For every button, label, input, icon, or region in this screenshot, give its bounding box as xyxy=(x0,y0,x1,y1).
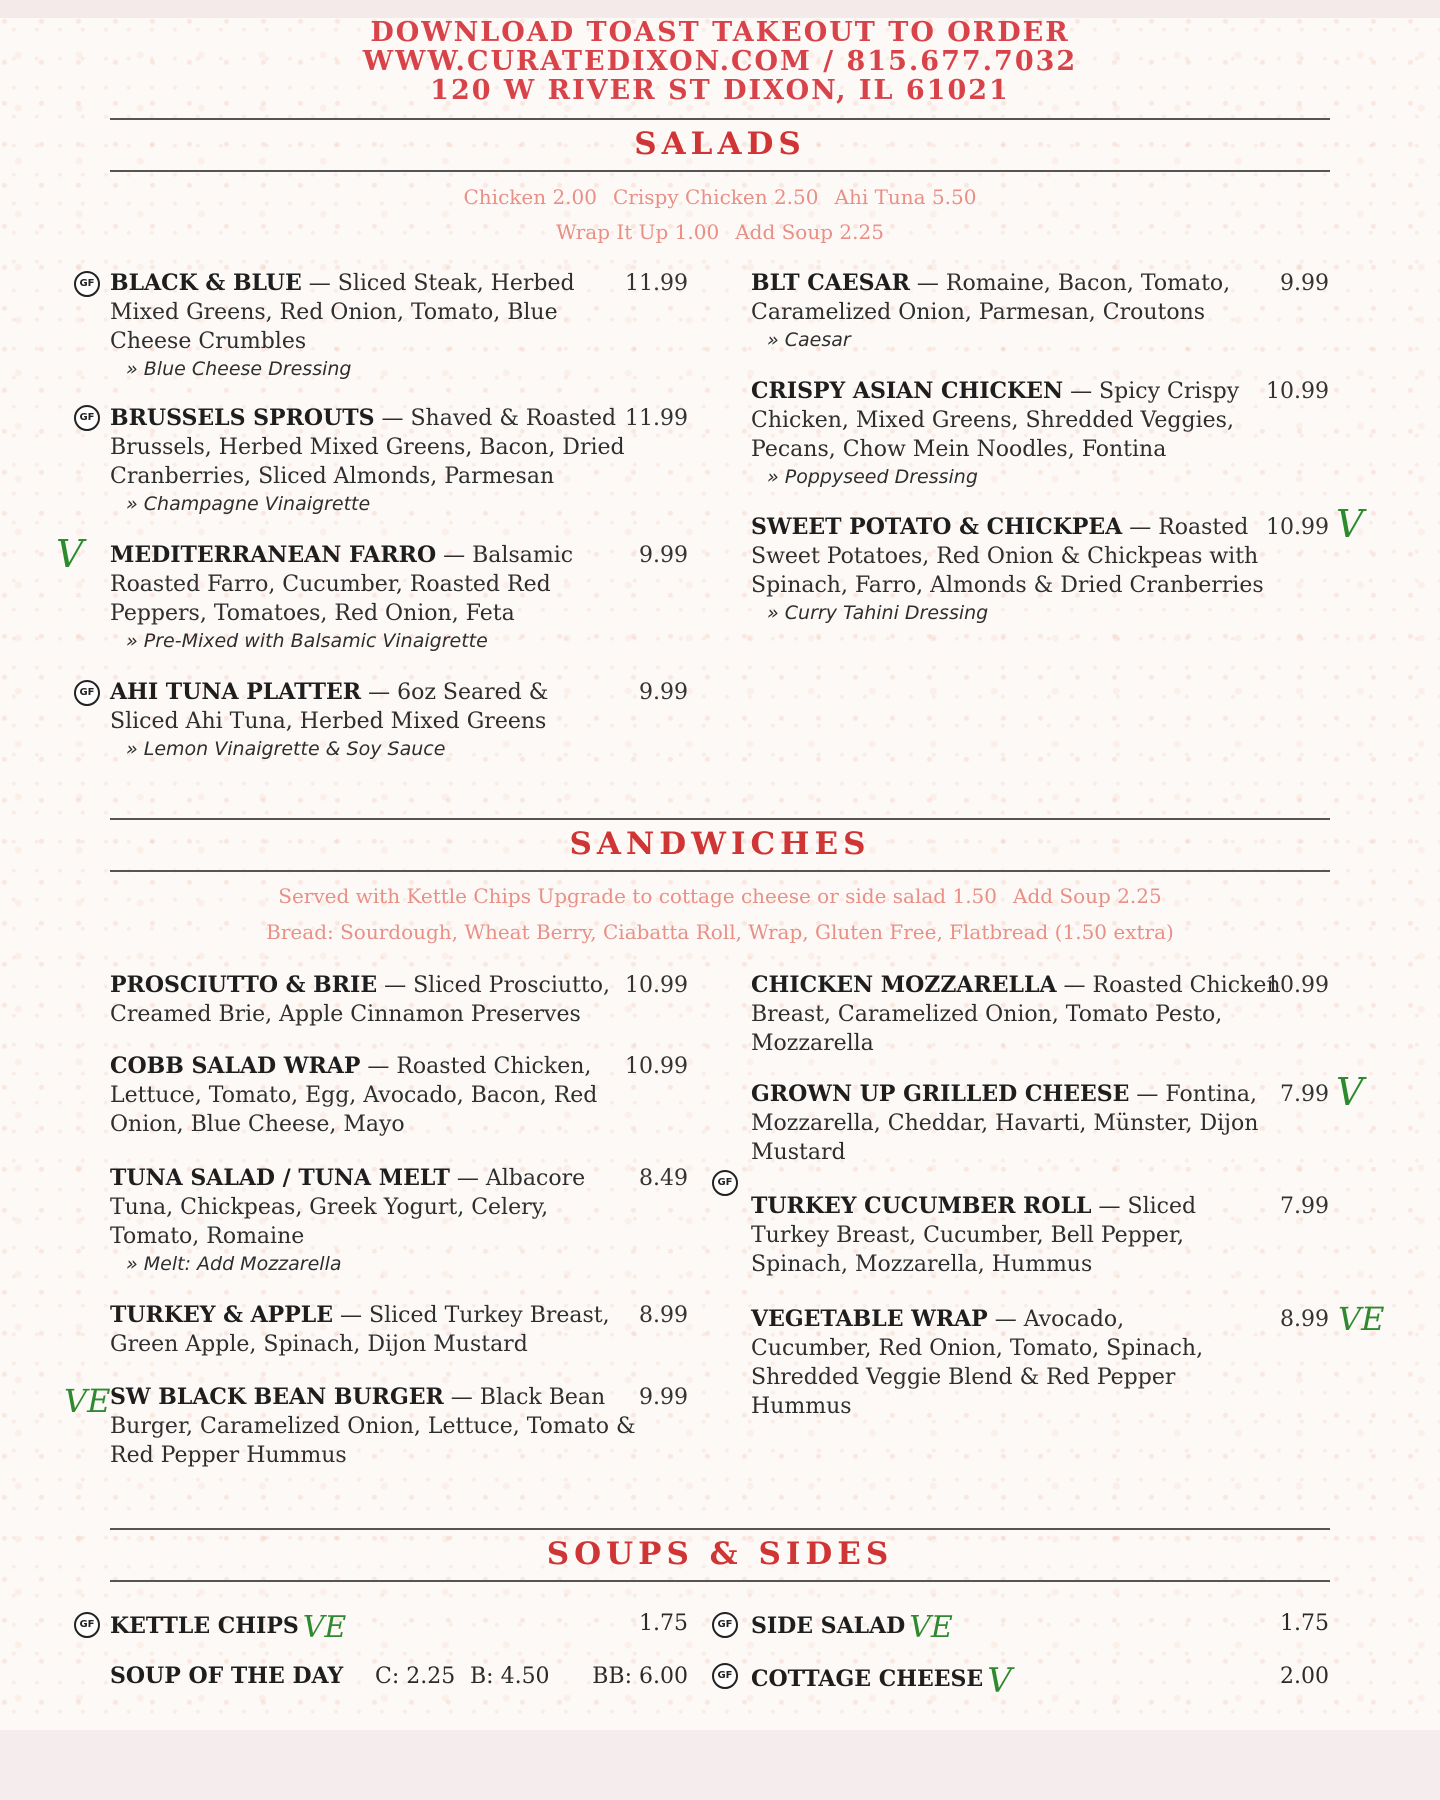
item-dressing: » Melt: Add Mozzarella xyxy=(126,1253,342,1275)
item-price: 10.99 xyxy=(1266,515,1329,540)
item-name: SOUP OF THE DAY xyxy=(110,1663,344,1689)
menu-item-mediterranean-farro xyxy=(110,541,688,654)
vegan-icon: V xyxy=(1336,502,1364,546)
gluten-free-icon: GF xyxy=(74,405,100,431)
menu-item-sw-black-bean-burger xyxy=(110,1383,688,1470)
menu-item-crispy-asian-chicken xyxy=(751,377,1329,490)
top-bar xyxy=(0,0,1440,18)
menu-item-chicken-mozzarella xyxy=(751,971,1329,1058)
item-description: — Black Bean Burger, Caramelized Onion, Lettuce, Tomato & Red Pepper Hummus xyxy=(110,1385,636,1468)
gluten-free-icon: GF xyxy=(74,1612,100,1638)
item-name: SWEET POTATO & CHICKPEA xyxy=(751,514,1123,540)
sandwich-bread-note: Bread: Sourdough, Wheat Berry, Ciabatta Roll, Wrap, Gluten Free, Flatbread (1.50 extra) xyxy=(266,920,1174,944)
menu-item-ahi-tuna-platter xyxy=(110,678,688,762)
addon-wrap: Wrap It Up 1.00 xyxy=(556,220,720,244)
item-name: CHICKEN MOZZARELLA xyxy=(751,972,1057,998)
sandwich-note-line1 xyxy=(110,884,1330,908)
divider xyxy=(110,170,1330,172)
item-price: 9.99 xyxy=(639,543,688,568)
item-dressing: » Lemon Vinaigrette & Soy Sauce xyxy=(126,738,446,760)
item-price: 7.99 xyxy=(1280,1194,1329,1219)
item-name: SIDE SALAD xyxy=(751,1613,906,1639)
menu-item-brussels-sprouts xyxy=(110,404,688,517)
menu-item-prosciutto-brie xyxy=(110,971,688,1029)
item-dressing: » Caesar xyxy=(767,329,851,351)
item-name: VEGETABLE WRAP xyxy=(751,1306,988,1332)
divider xyxy=(110,818,1330,820)
item-price: 11.99 xyxy=(625,271,688,296)
menu-item-blt-caesar xyxy=(751,269,1329,353)
item-description: — Avocado, Cucumber, Red Onion, Tomato, Spinach, Shredded Veggie Blend & Red Pepper Hummus xyxy=(751,1307,1204,1419)
item-price: 9.99 xyxy=(639,1385,688,1410)
side-salad xyxy=(751,1609,1329,1647)
website-phone-line[interactable]: WWW.CURATEDIXON.COM / 815.677.7032 xyxy=(362,46,1078,77)
item-price: 9.99 xyxy=(1280,271,1329,296)
item-name: AHI TUNA PLATTER xyxy=(110,679,362,705)
item-name: CRISPY ASIAN CHICKEN xyxy=(751,378,1064,404)
vegetarian-icon: VE xyxy=(909,1610,953,1645)
gluten-free-icon: GF xyxy=(712,1170,738,1196)
divider xyxy=(110,1580,1330,1582)
item-name: TURKEY CUCUMBER ROLL xyxy=(751,1193,1092,1219)
item-description: — Sliced Turkey Breast, Green Apple, Spinach, Dijon Mustard xyxy=(110,1303,610,1357)
side-kettle-chips xyxy=(110,1609,688,1647)
item-description: — Balsamic Roasted Farro, Cucumber, Roasted Red Peppers, Tomatoes, Red Onion, Feta xyxy=(110,543,574,626)
item-price: 10.99 xyxy=(1266,379,1329,404)
item-description: — Roasted Chicken Breast, Caramelized Onion, Tomato Pesto, Mozzarella xyxy=(751,973,1281,1056)
menu-item-vegetable-wrap xyxy=(751,1305,1329,1421)
item-name: GROWN UP GRILLED CHEESE xyxy=(751,1081,1130,1107)
item-price: 10.99 xyxy=(625,973,688,998)
item-price: 8.49 xyxy=(639,1166,688,1191)
item-description: — Spicy Crispy Chicken, Mixed Greens, Shredded Veggies, Pecans, Chow Mein Noodles, Fontina xyxy=(751,379,1240,462)
menu-item-turkey-cucumber-roll xyxy=(751,1192,1329,1279)
item-description: — Albacore Tuna, Chickpeas, Greek Yogurt, Celery, Tomato, Romaine xyxy=(110,1166,586,1249)
item-price: 8.99 xyxy=(639,1303,688,1328)
vegan-icon: V xyxy=(1336,1070,1364,1114)
item-dressing: » Curry Tahini Dressing xyxy=(767,602,989,624)
item-price: 2.00 xyxy=(1280,1664,1329,1689)
menu-item-cobb-salad-wrap xyxy=(110,1052,688,1139)
item-name: COBB SALAD WRAP xyxy=(110,1053,361,1079)
side-soup-of-the-day xyxy=(110,1662,688,1691)
section-title-sandwiches: SANDWICHES xyxy=(569,826,871,862)
menu-item-black-and-blue xyxy=(110,269,688,382)
item-description: — 6oz Seared & Sliced Ahi Tuna, Herbed Mixed Greens xyxy=(110,680,549,734)
vegetarian-icon: VE xyxy=(302,1610,347,1645)
sandwich-soup-note: Add Soup 2.25 xyxy=(1013,884,1162,908)
menu-item-turkey-apple xyxy=(110,1301,688,1359)
item-price: 10.99 xyxy=(1266,973,1329,998)
gluten-free-icon: GF xyxy=(712,1612,738,1638)
item-name: PROSCIUTTO & BRIE xyxy=(110,972,378,998)
item-description: — Sliced Steak, Herbed Mixed Greens, Red Onion, Tomato, Blue Cheese Crumbles xyxy=(110,271,575,354)
sandwich-sides-note: Served with Kettle Chips Upgrade to cottage cheese or side salad 1.50 xyxy=(278,884,997,908)
vegan-icon: V xyxy=(56,532,84,576)
section-title-soups-sides: SOUPS & SIDES xyxy=(546,1536,894,1572)
item-name: BLACK & BLUE xyxy=(110,270,302,296)
item-description: — Roasted Sweet Potatoes, Red Onion & Chickpeas with Spinach, Farro, Almonds & Dried Cranberries xyxy=(751,515,1264,598)
vegetarian-icon: VE xyxy=(1338,1300,1385,1338)
divider xyxy=(110,118,1330,120)
item-name: SW BLACK BEAN BURGER xyxy=(110,1384,444,1410)
soup-cup-price: C: 2.25 xyxy=(375,1664,456,1689)
vegetarian-icon: VE xyxy=(64,1382,111,1420)
item-dressing: » Poppyseed Dressing xyxy=(767,466,978,488)
item-name: BRUSSELS SPROUTS xyxy=(110,405,375,431)
soup-bowl-price: B: 4.50 xyxy=(470,1664,550,1689)
menu-item-grown-up-grilled-cheese xyxy=(751,1080,1329,1167)
item-price: 10.99 xyxy=(625,1054,688,1079)
divider xyxy=(110,1528,1330,1530)
item-description: — Roasted Chicken, Lettuce, Tomato, Egg, Avocado, Bacon, Red Onion, Blue Cheese, Mayo xyxy=(110,1054,598,1137)
item-name: KETTLE CHIPS xyxy=(110,1613,299,1639)
side-cottage-cheese xyxy=(751,1662,1329,1700)
item-dressing: » Champagne Vinaigrette xyxy=(126,493,371,515)
addon-soup: Add Soup 2.25 xyxy=(735,220,884,244)
gluten-free-icon: GF xyxy=(74,680,100,706)
salad-addons-line2 xyxy=(110,220,1330,244)
item-price: 9.99 xyxy=(639,680,688,705)
item-name: MEDITERRANEAN FARRO xyxy=(110,542,437,568)
item-price: 8.99 xyxy=(1280,1307,1329,1332)
item-price: 1.75 xyxy=(1280,1611,1329,1636)
address-line: 120 W RIVER ST DIXON, IL 61021 xyxy=(430,75,1010,106)
section-title-salads: SALADS xyxy=(634,126,806,162)
item-description: — Shaved & Roasted Brussels, Herbed Mixed Greens, Bacon, Dried Cranberries, Sliced Almonds, Parmesan xyxy=(110,406,625,489)
item-description: — Romaine, Bacon, Tomato, Caramelized Onion, Parmesan, Croutons xyxy=(751,271,1231,325)
vegan-icon: V xyxy=(987,1661,1012,1701)
item-name: BLT CAESAR xyxy=(751,270,910,296)
addon-crispy-chicken: Crispy Chicken 2.50 xyxy=(613,185,819,209)
item-price: 1.75 xyxy=(639,1611,688,1636)
gluten-free-icon: GF xyxy=(74,271,100,297)
item-price: 7.99 xyxy=(1280,1082,1329,1107)
item-description: — Sliced Turkey Breast, Cucumber, Bell Pepper, Spinach, Mozzarella, Hummus xyxy=(751,1194,1197,1277)
item-description: — Fontina, Mozzarella, Cheddar, Havarti, Münster, Dijon Mustard xyxy=(751,1082,1259,1165)
addon-ahi-tuna: Ahi Tuna 5.50 xyxy=(834,185,977,209)
order-info xyxy=(300,18,1140,105)
addon-chicken: Chicken 2.00 xyxy=(463,185,597,209)
salad-addons-line1 xyxy=(110,185,1330,209)
item-name: TURKEY & APPLE xyxy=(110,1302,334,1328)
divider xyxy=(110,870,1330,872)
item-dressing: » Blue Cheese Dressing xyxy=(126,358,352,380)
item-description: — Sliced Prosciutto, Creamed Brie, Apple Cinnamon Preserves xyxy=(110,973,610,1027)
menu-item-tuna-salad-melt xyxy=(110,1164,688,1277)
item-dressing: » Pre-Mixed with Balsamic Vinaigrette xyxy=(126,630,488,652)
soup-bread-bowl-price: BB: 6.00 xyxy=(592,1664,688,1689)
item-name: TUNA SALAD / TUNA MELT xyxy=(110,1165,450,1191)
gluten-free-icon: GF xyxy=(712,1663,738,1689)
menu-item-sweet-potato-chickpea xyxy=(751,513,1329,626)
order-line: DOWNLOAD TOAST TAKEOUT TO ORDER xyxy=(370,17,1070,48)
item-name: COTTAGE CHEESE xyxy=(751,1666,984,1692)
bottom-bar xyxy=(0,1730,1440,1800)
item-price: 11.99 xyxy=(625,406,688,431)
